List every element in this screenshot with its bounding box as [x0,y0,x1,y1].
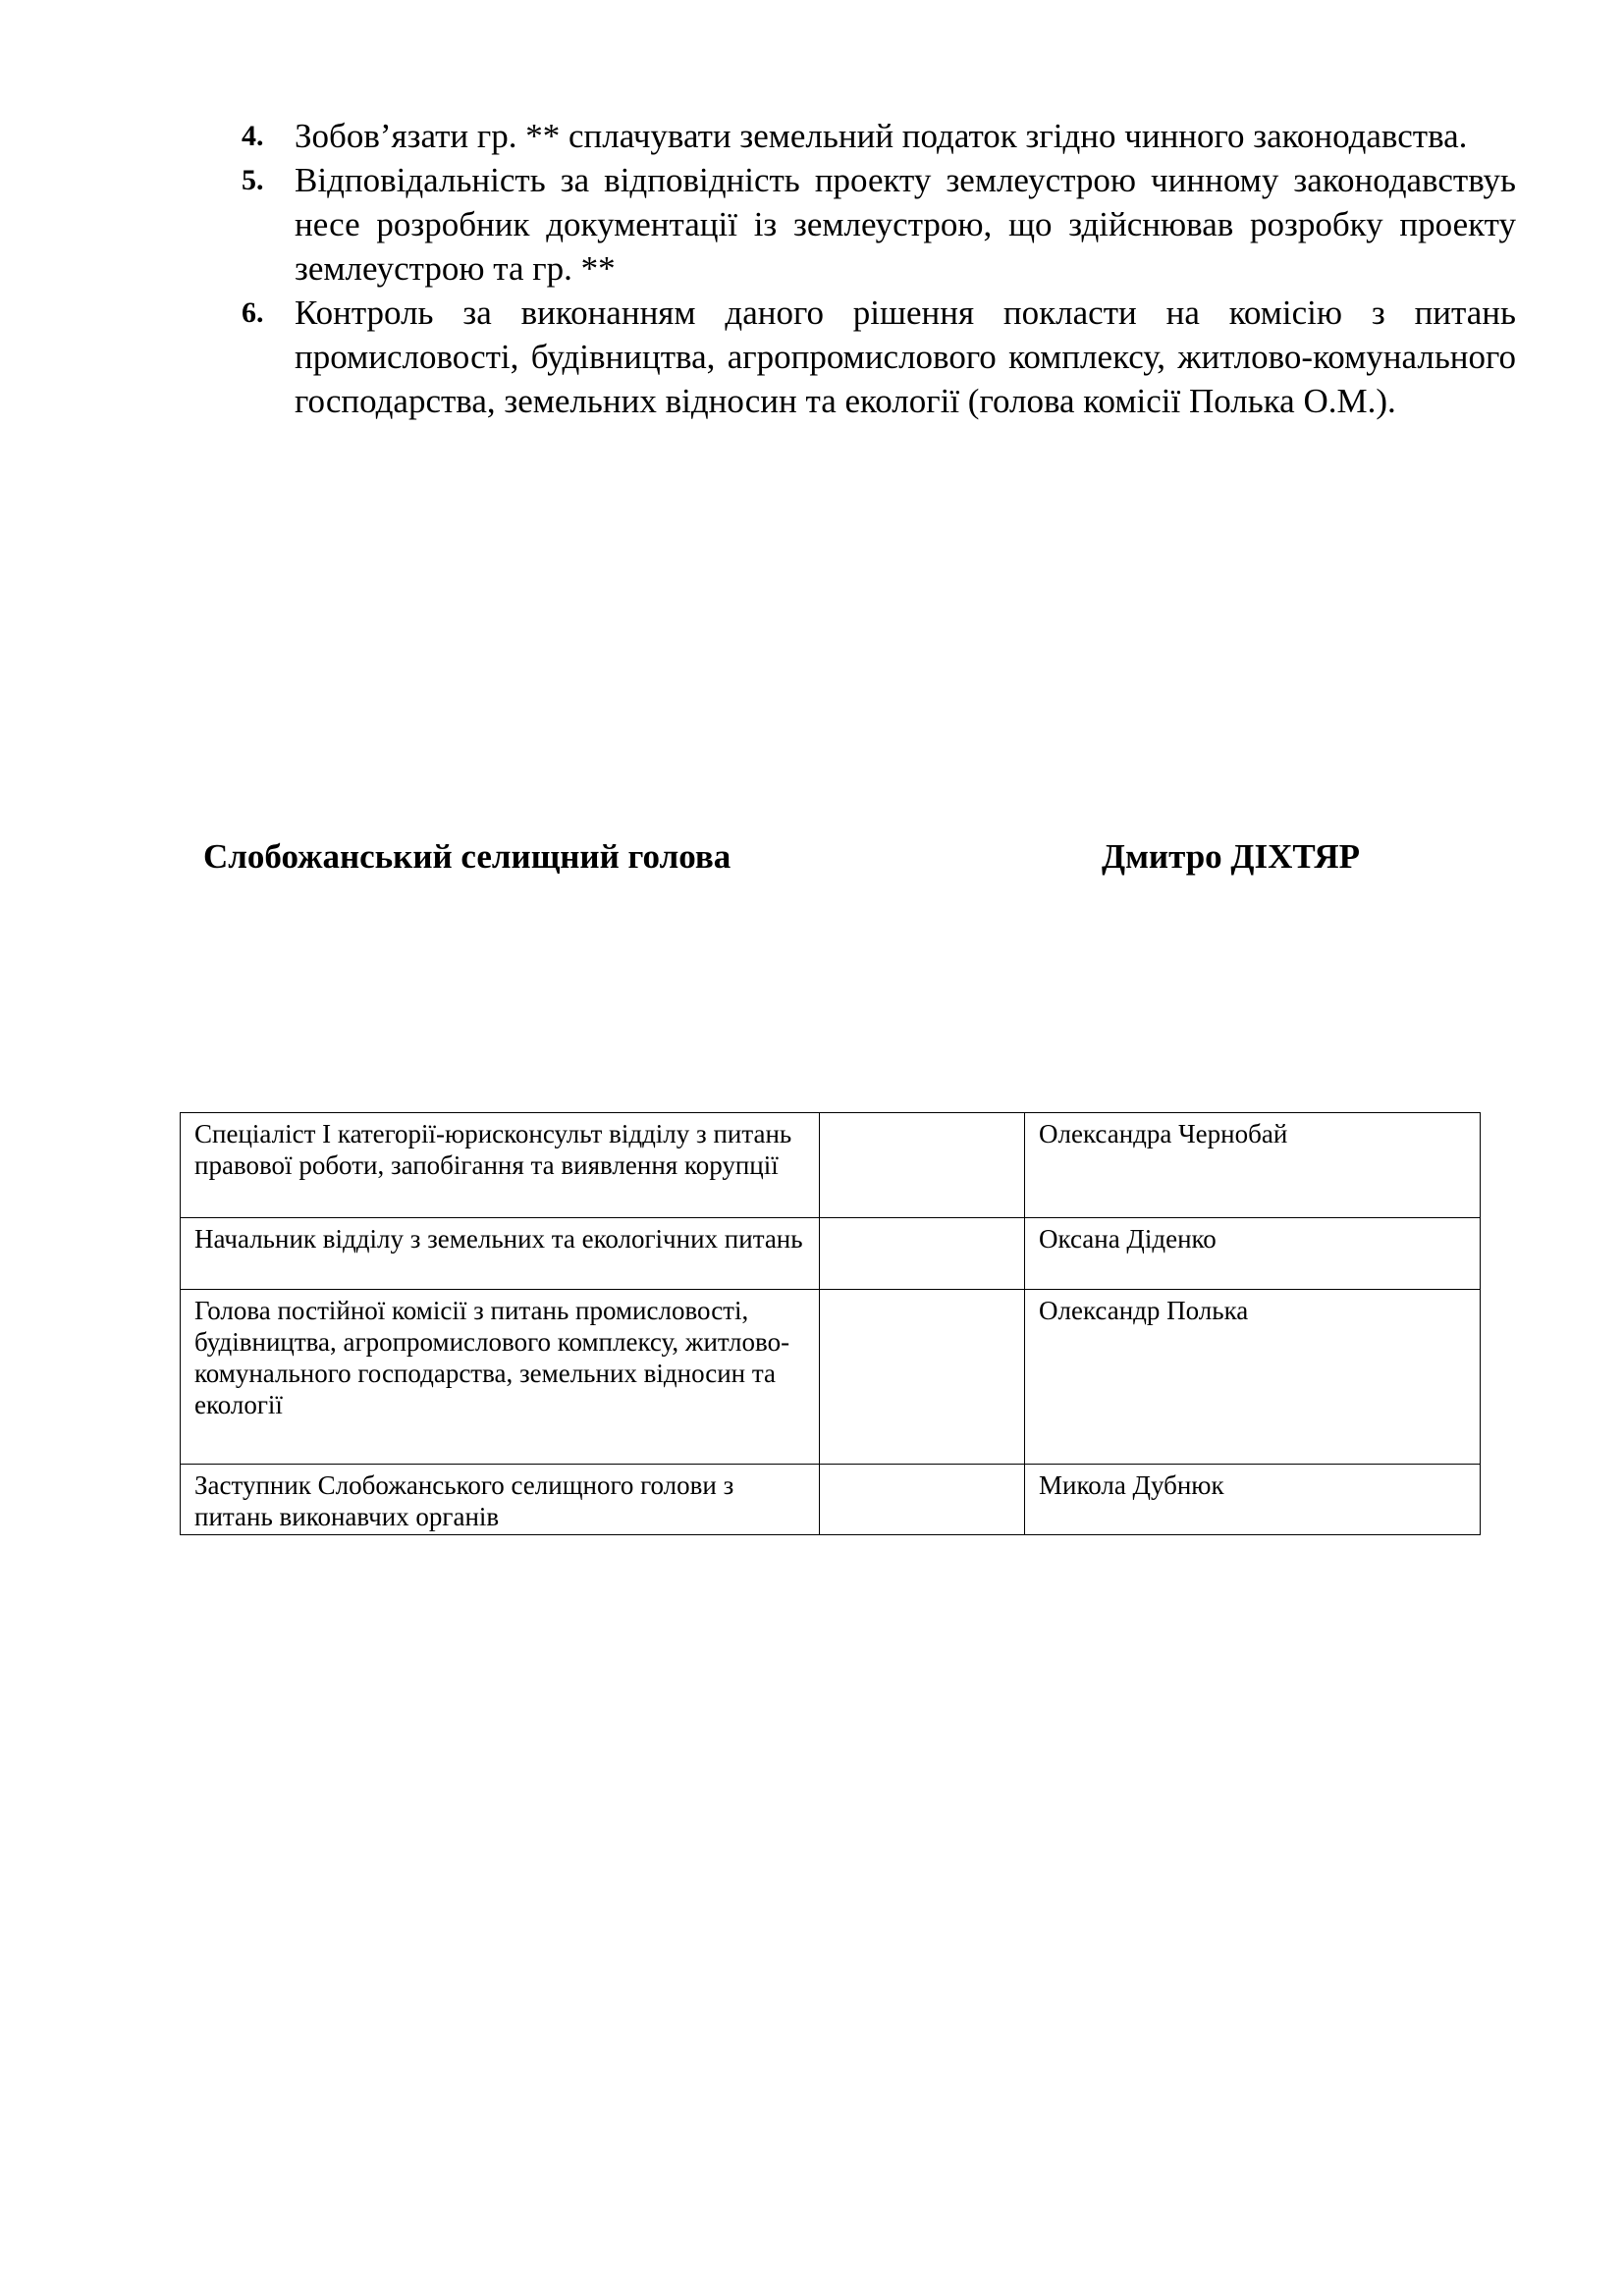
approver-signature-cell [820,1218,1025,1290]
approver-name: Олександра Чернобай [1025,1113,1481,1218]
clause-number: 4. [242,120,264,152]
signatory-title: Слобожанський селищний голова [203,837,731,876]
signatory-name: Дмитро ДІХТЯР [1102,837,1361,876]
approver-position: Спеціаліст I категорії-юрисконсульт відділу з питань правової роботи, запобігання та виявлення корупції [181,1113,820,1218]
approvals-table [180,1112,1481,1535]
table-row [181,1218,1481,1290]
approver-position: Голова постійної комісії з питань промисловості, будівництва, агропромислового комплексу, житлово-комунального господарства, земельних відносин та екології [181,1290,820,1465]
approver-signature-cell [820,1290,1025,1465]
decision-clauses [242,114,1516,423]
clause-item [242,114,1516,158]
clause-text: Зобов’язати гр. ** сплачувати земельний податок згідно чинного законодавства. [295,117,1468,155]
table-row [181,1113,1481,1218]
table-row [181,1465,1481,1535]
approver-name: Оксана Діденко [1025,1218,1481,1290]
approver-position: Начальник відділу з земельних та екологічних питань [181,1218,820,1290]
approver-name: Микола Дубнюк [1025,1465,1481,1535]
clause-text: Контроль за виконанням даного рішення покласти на комісію з питань промисловості, будівництва, агропромислового комплексу, житлово-комунального господарства, земельних відносин та екології (голова комісії Полька О.М.). [295,294,1516,420]
clause-number: 5. [242,164,264,196]
clause-text: Відповідальність за відповідність проекту землеустрою чинному законодавствуь несе розробник документації із землеустрою, що здійснював розробку проекту землеустрою та гр. ** [295,161,1516,288]
clause-number: 6. [242,296,264,329]
approver-signature-cell [820,1113,1025,1218]
clause-item [242,158,1516,291]
approver-position: Заступник Слобожанського селищного голови з питань виконавчих органів [181,1465,820,1535]
clause-item [242,291,1516,423]
approver-name: Олександр Полька [1025,1290,1481,1465]
table-row [181,1290,1481,1465]
signature-block [203,832,1411,881]
approver-signature-cell [820,1465,1025,1535]
